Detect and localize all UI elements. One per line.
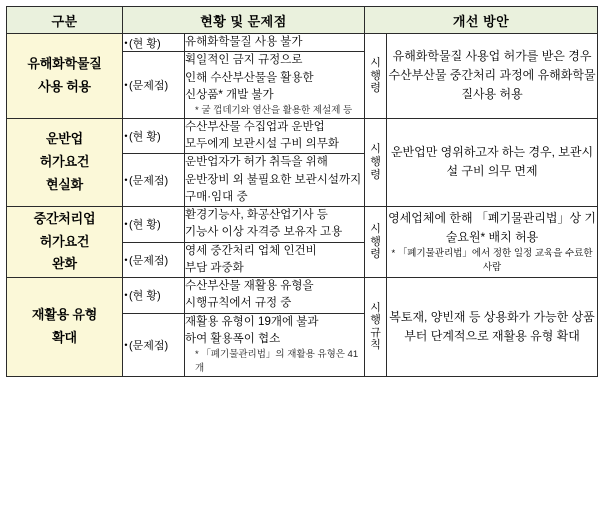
status-text: 환경기능사, 화공산업기사 등 기능사 이상 자격증 보유자 고용 [185,207,365,243]
improvement-text: 복토재, 양빈재 등 상용화가 가능한 상품부터 단계적으로 재활용 유형 확대 [387,278,598,377]
decree-marker: 시 행 령 [365,118,387,206]
problem-text: 재활용 유형이 19개에 불과 하여 활용폭이 협소 * 「폐기물관리법」의 재활용 유형은 41개 [185,313,365,376]
problem-note: * 「폐기물관리법」의 재활용 유형은 41개 [195,349,359,374]
bullet-icon: • [124,219,128,230]
improvement-text: 운반업만 영위하고자 하는 경우, 보관시설 구비 의무 면제 [387,118,598,206]
bullet-icon: • [124,254,128,265]
status-text: 수산부산물 재활용 유형을 시행규칙에서 규정 중 [185,278,365,314]
problem-text: 획일적인 금지 규정으로 인해 수산부산물을 활용한 신상품* 개발 불가 * 굴 껍데기와 염산을 활용한 제설제 등 [185,52,365,119]
problem-label: •(문제점) [123,313,185,376]
table-row [7,34,598,52]
bullet-icon: • [124,290,128,301]
problem-text: 영세 중간처리 업체 인건비 부담 과중화 [185,242,365,278]
table-header-row [7,7,598,34]
bullet-icon: • [124,131,128,142]
table-row [7,207,598,243]
bullet-icon: • [124,37,128,48]
problem-label: •(문제점) [123,154,185,207]
row-topic: 재활용 유형 확대 [7,278,123,377]
improvement-text: 유해화학물질 사용업 허가를 받은 경우 수산부산물 중간처리 과정에 유해화학물질사용 허용 [387,34,598,119]
improvement-measures-table [6,6,598,377]
problem-text: 운반업자가 허가 취득을 위해 운반장비 외 불필요한 보관시설까지 구매·임대 중 [185,154,365,207]
bullet-icon: • [124,80,128,90]
table-row [7,118,598,154]
problem-label: •(문제점) [123,52,185,119]
improvement-note: * 「폐기물관리법」에서 정한 일정 교육을 수료한 사람 [391,248,593,274]
header-category: 구분 [7,7,123,34]
bullet-icon: • [124,339,128,350]
row-topic: 운반업 허가요건 현실화 [7,118,123,206]
decree-marker: 시 행 규 칙 [365,278,387,377]
problem-note: * 굴 껍데기와 염산을 활용한 제설제 등 [195,105,353,116]
status-label: •(현 황) [123,34,185,52]
status-label: •(현 황) [123,278,185,314]
decree-marker: 시 행 령 [365,34,387,119]
improvement-text: 영세업체에 한해 「폐기물관리법」상 기술요원* 배치 허용 * 「폐기물관리법」에서 정한 일정 교육을 수료한 사람 [387,207,598,278]
status-label: •(현 황) [123,207,185,243]
status-text: 유해화학물질 사용 불가 [185,34,365,52]
row-topic: 유해화학물질 사용 허용 [7,34,123,119]
header-status-problems: 현황 및 문제점 [123,7,365,34]
header-improvement: 개선 방안 [365,7,598,34]
decree-marker: 시 행 령 [365,207,387,278]
problem-label: •(문제점) [123,242,185,278]
status-label: •(현 황) [123,118,185,154]
row-topic: 중간처리업 허가요건 완화 [7,207,123,278]
status-text: 수산부산물 수집업과 운반업 모두에게 보관시설 구비 의무화 [185,118,365,154]
bullet-icon: • [124,175,128,186]
table-row [7,278,598,314]
